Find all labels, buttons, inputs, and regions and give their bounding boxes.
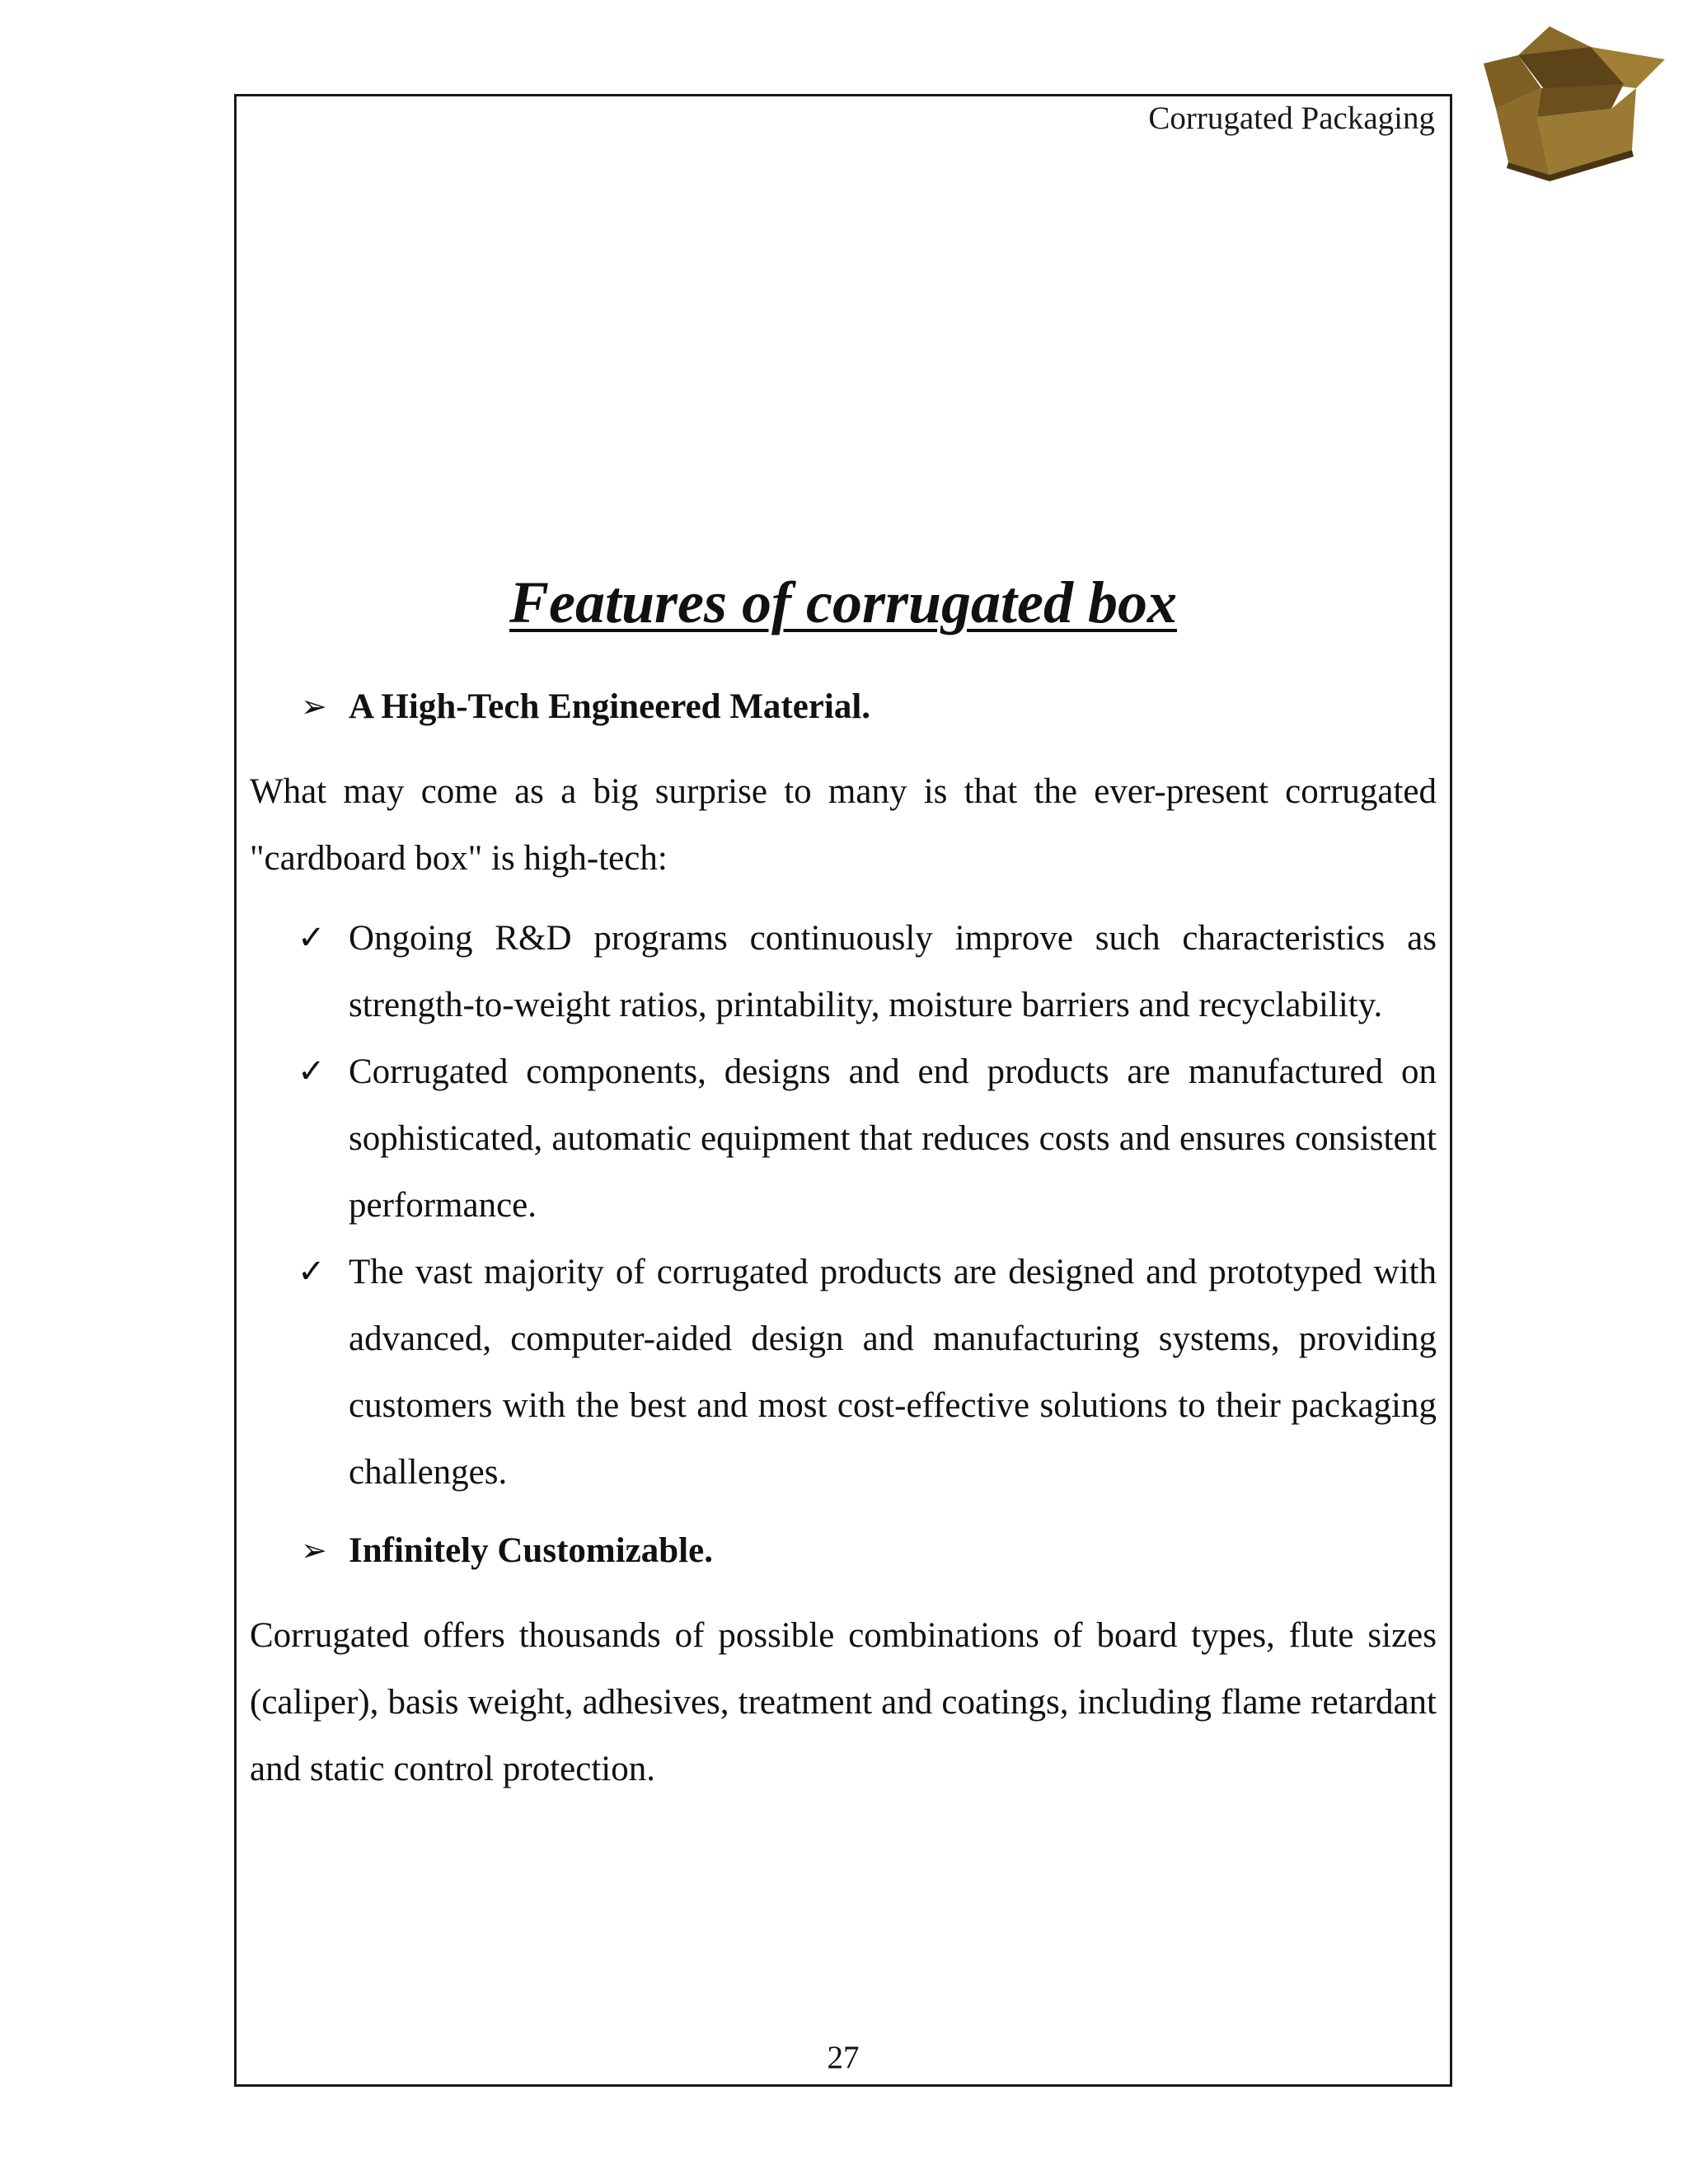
page-border bbox=[234, 94, 1452, 2087]
intro-paragraph: What may come as a big surprise to many is that the ever-present corrugated "cardboard box" is high-tech: bbox=[250, 772, 1437, 878]
check-mark-icon: ✓ bbox=[298, 1052, 326, 1090]
list-item-text: Corrugated components, designs and end products are manufactured on sophisticated, automatic equipment that reduces costs and ensures consistent performance. bbox=[349, 1052, 1437, 1225]
list-item bbox=[250, 905, 1437, 1038]
list-item-text: Ongoing R&D programs continuously improve such characteristics as strength-to-weight ratios, printability, moisture barriers and recyclability. bbox=[349, 919, 1437, 1024]
arrowhead-bullet-icon: ➢ bbox=[301, 688, 327, 724]
feature-list bbox=[250, 905, 1437, 1506]
page-content bbox=[250, 673, 1437, 1802]
list-item bbox=[250, 1239, 1437, 1506]
section-heading-customizable bbox=[250, 1517, 1437, 1584]
customizable-paragraph: Corrugated offers thousands of possible combinations of board types, flute sizes (caliper), basis weight, adhesives, treatment and coatings, including flame retardant and static control protection. bbox=[250, 1616, 1437, 1788]
arrowhead-bullet-icon: ➢ bbox=[301, 1532, 327, 1568]
section-heading-text: Infinitely Customizable. bbox=[349, 1531, 713, 1570]
page-number: 27 bbox=[827, 2040, 860, 2075]
list-item bbox=[250, 1038, 1437, 1239]
list-item-text: The vast majority of corrugated products are designed and prototyped with advanced, computer-aided design and manufacturing systems, providing customers with the best and most cost-effective solutions to their packaging challenges. bbox=[349, 1253, 1437, 1492]
check-mark-icon: ✓ bbox=[298, 1253, 326, 1291]
running-header: Corrugated Packaging bbox=[1148, 101, 1435, 136]
check-mark-icon: ✓ bbox=[298, 919, 326, 957]
open-cardboard-box-icon bbox=[1459, 18, 1681, 183]
page-title: Features of corrugated box bbox=[509, 569, 1177, 635]
section-heading-high-tech bbox=[250, 673, 1437, 740]
section-heading-text: A High-Tech Engineered Material. bbox=[349, 687, 871, 726]
